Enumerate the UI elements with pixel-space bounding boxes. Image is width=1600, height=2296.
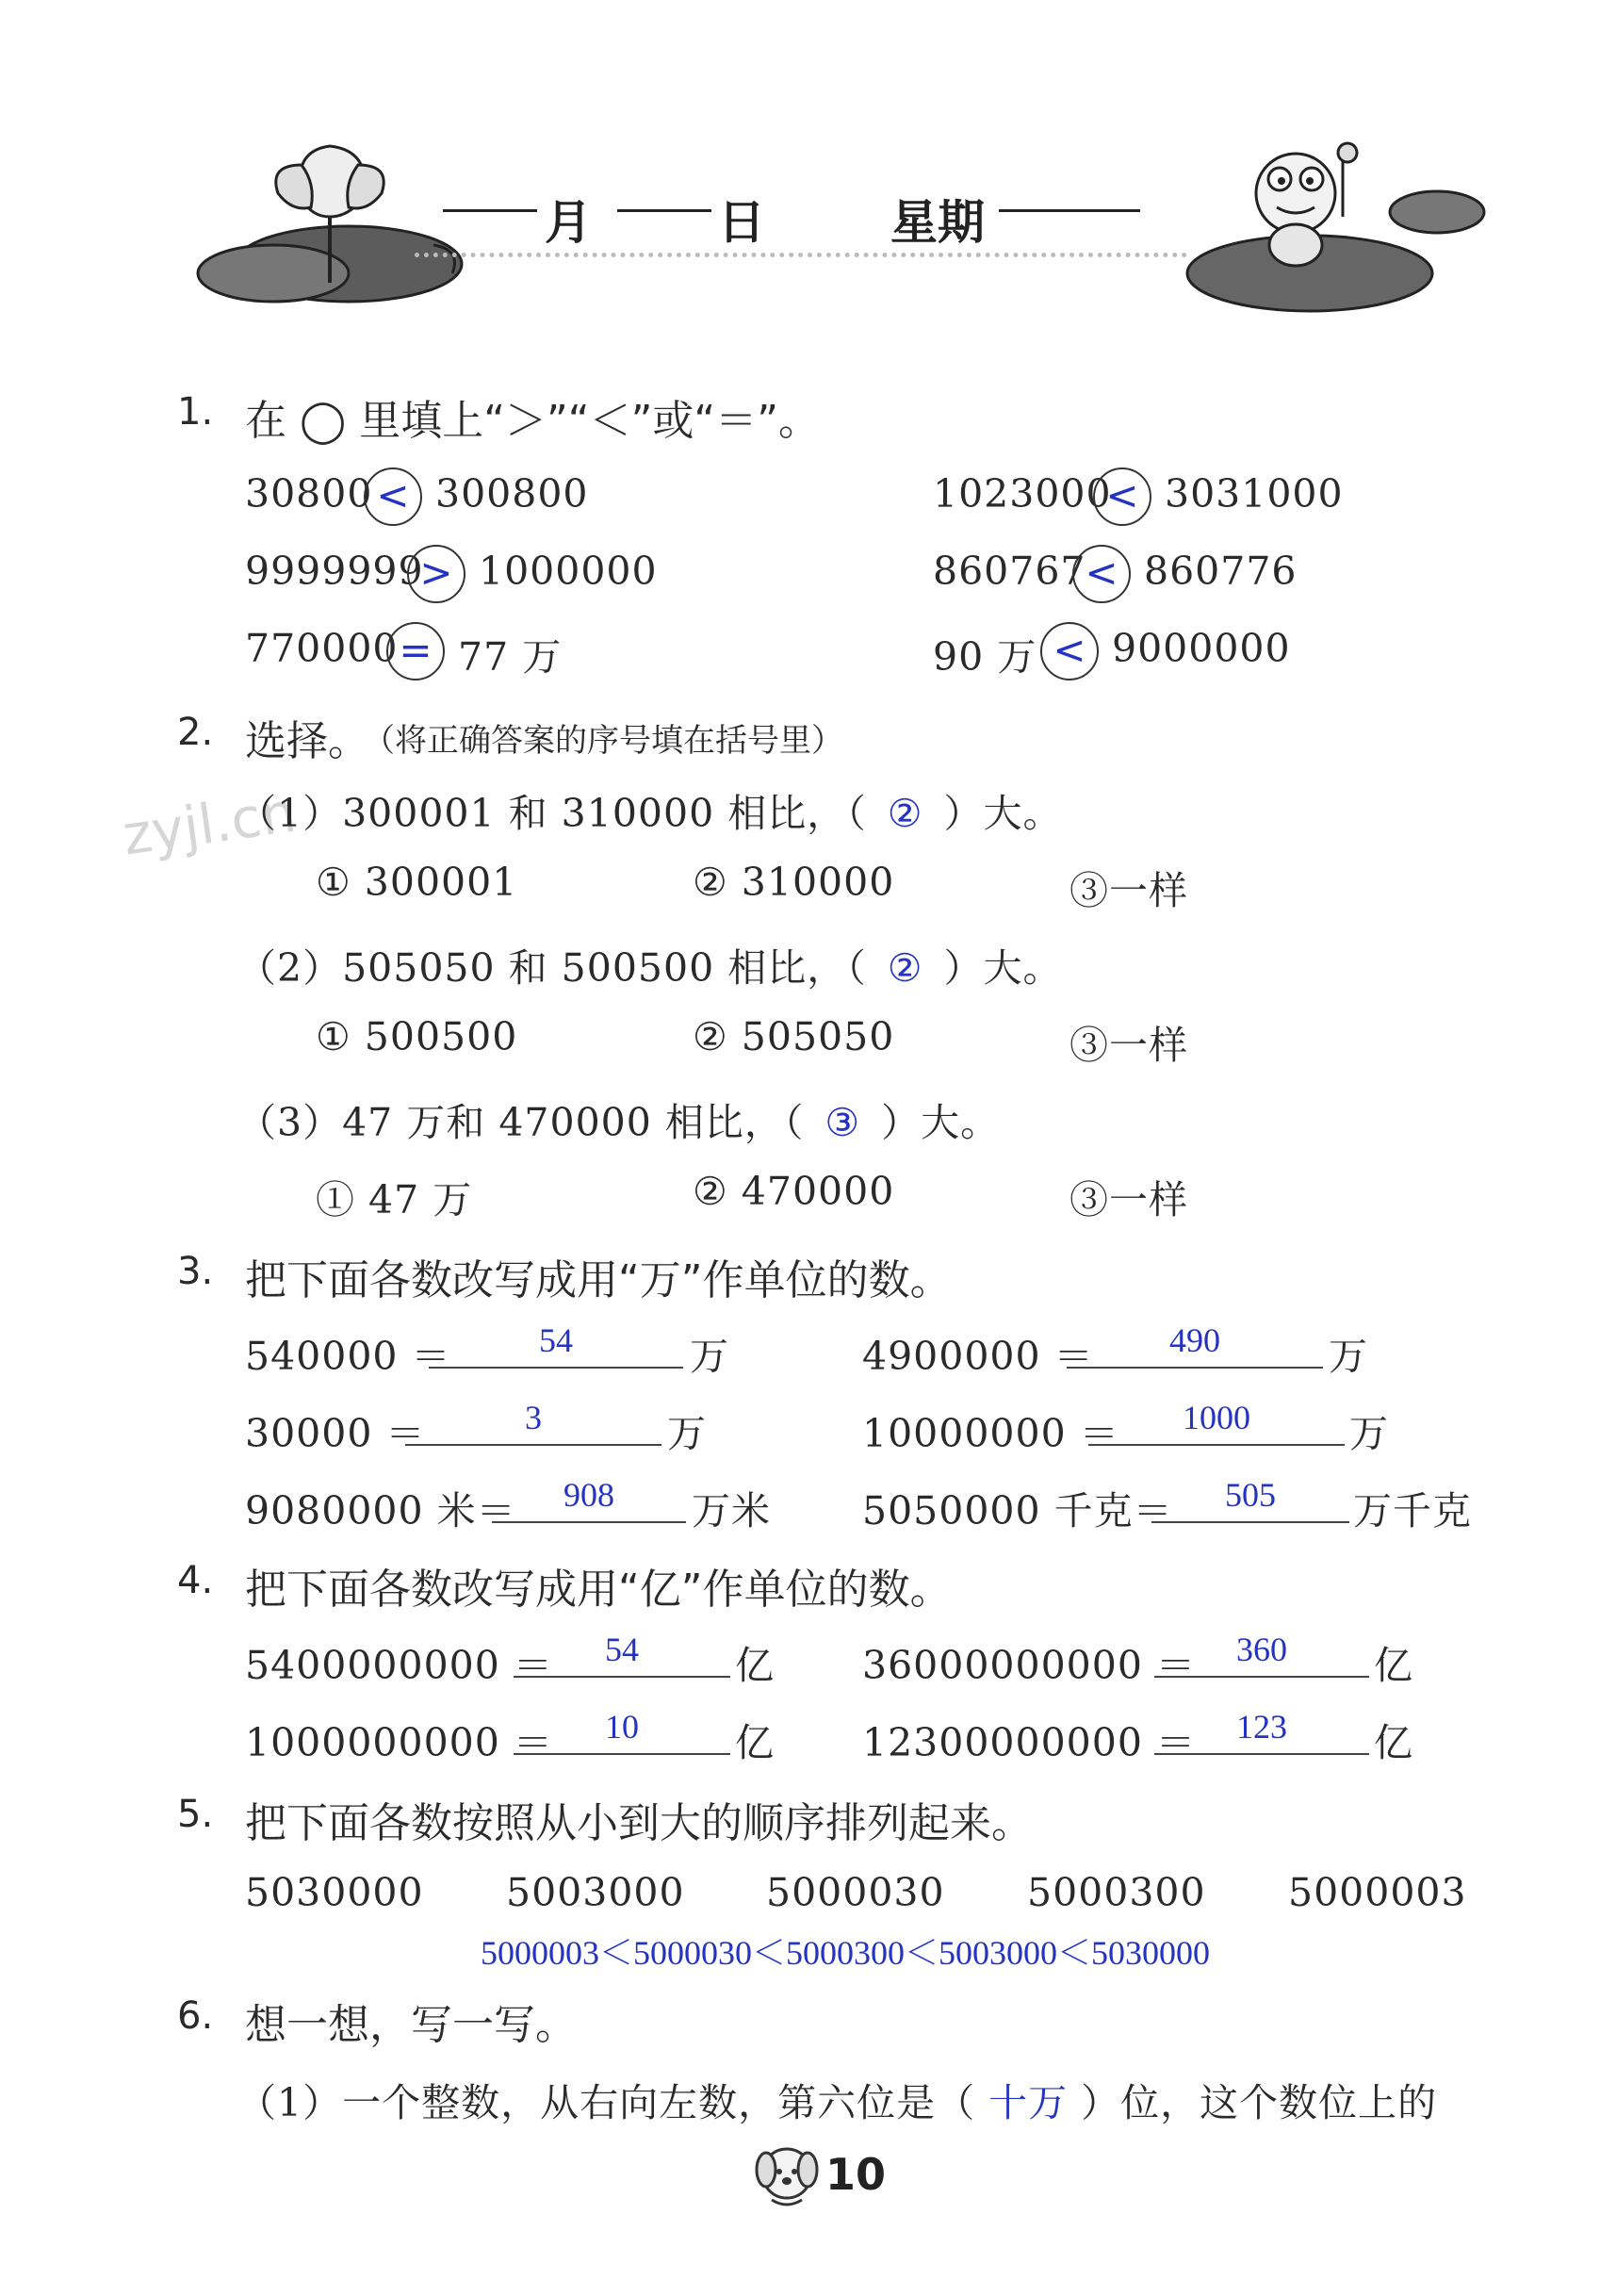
- q3-row6-expr: 5050000 千克＝: [862, 1488, 1173, 1533]
- q2-item3-option2: ② 470000: [693, 1169, 895, 1214]
- q3-row3-expr: 30000 ＝: [245, 1411, 426, 1456]
- q4-number: 4.: [177, 1559, 214, 1602]
- frog-icon: [1168, 141, 1489, 320]
- q2-item1-stem-post: ）大。: [943, 791, 1063, 836]
- q6-item1: [237, 2072, 1437, 2127]
- q5-number-1: 5030000: [245, 1870, 424, 1915]
- q2-item1-option2: ② 310000: [693, 860, 895, 905]
- puppy-icon: [749, 2138, 824, 2213]
- day-label: 日: [718, 195, 765, 250]
- q2-item1-option3: ③一样: [1069, 868, 1188, 913]
- q5-answer[interactable]: 5000003＜5000030＜5000300＜5003000＜5030000: [481, 1934, 1210, 1972]
- q2-item3-option1: ① 47 万: [316, 1177, 473, 1222]
- q3-row2-answer[interactable]: 490: [1067, 1321, 1323, 1369]
- q2-item2-stem-post: ）大。: [943, 945, 1063, 991]
- q1-title: 在 ◯ 里填上“＞”“＜”或“＝”。: [245, 397, 820, 445]
- q1-row3-right: 1000000: [479, 549, 658, 594]
- q2-note: （将正确答案的序号填在括号里）: [363, 722, 843, 760]
- q4-row2-answer[interactable]: 360: [1154, 1631, 1369, 1678]
- q2-item1-stem-pre: （1）300001 和 310000 相比，（: [237, 791, 867, 836]
- q1-number: 1.: [177, 390, 214, 434]
- q3-row3-answer[interactable]: 3: [405, 1399, 661, 1446]
- q3-row3-unit: 万: [667, 1411, 707, 1456]
- q4-row3-answer[interactable]: 10: [514, 1708, 730, 1755]
- q1-row5-left: 770000: [245, 626, 399, 671]
- q2-item2-option1: ① 500500: [316, 1014, 518, 1059]
- q4-row2-unit: 亿: [1374, 1643, 1413, 1688]
- q2-item2-answer[interactable]: ②: [887, 946, 923, 990]
- q1-row6-right: 9000000: [1112, 626, 1291, 671]
- q2-item3-stem-pre: （3）47 万和 470000 相比，（: [237, 1100, 805, 1145]
- q3-number: 3.: [177, 1250, 214, 1293]
- q3-row5-answer[interactable]: 908: [492, 1476, 686, 1523]
- q1-row2-left: 1023000: [933, 471, 1112, 517]
- month-label: 月: [545, 195, 592, 250]
- q1-row2-sign[interactable]: <: [1093, 467, 1151, 526]
- q3-row5-expr: 9080000 米＝: [245, 1488, 516, 1533]
- weekday-blank[interactable]: [999, 209, 1140, 212]
- q4-row3-expr: 1000000000 ＝: [245, 1720, 553, 1765]
- q4-row1-unit: 亿: [735, 1643, 775, 1688]
- q6-item1-pre: （1）一个整数，从右向左数，第六位是（: [237, 2080, 976, 2125]
- q5-number-2: 5003000: [506, 1870, 685, 1915]
- q2-number: 2.: [177, 711, 214, 754]
- q4-row4-answer[interactable]: 123: [1154, 1708, 1369, 1755]
- q2-item1-option1: ① 300001: [316, 860, 518, 905]
- q3-row6-answer[interactable]: 505: [1151, 1476, 1349, 1523]
- q3-row1-unit: 万: [690, 1334, 729, 1379]
- q1-row6-left: 90 万: [933, 634, 1037, 680]
- q1-row5-sign[interactable]: =: [386, 622, 445, 681]
- q1-row4-right: 860776: [1144, 549, 1298, 594]
- q2-item2-stem: [237, 937, 1062, 992]
- q4-row3-unit: 亿: [735, 1720, 775, 1765]
- day-blank[interactable]: [617, 209, 711, 212]
- q2-item1-stem: [237, 782, 1062, 838]
- month-blank[interactable]: [443, 209, 537, 212]
- q3-row2-unit: 万: [1329, 1334, 1368, 1379]
- q5-number: 5.: [177, 1793, 214, 1836]
- q2-item2-option2: ② 505050: [693, 1014, 895, 1059]
- q1-row1-sign[interactable]: <: [364, 467, 422, 526]
- q2-title: 选择。: [245, 717, 369, 765]
- q2-item3-option3: ③一样: [1069, 1177, 1188, 1222]
- q3-row1-expr: 540000 ＝: [245, 1334, 451, 1379]
- lotus-flower-icon: [188, 141, 471, 311]
- q6-item1-post: ）位，这个数位上的: [1081, 2080, 1438, 2125]
- q4-row2-expr: 36000000000 ＝: [862, 1643, 1196, 1688]
- q2-item1-answer[interactable]: ②: [887, 792, 923, 835]
- q1-row5-right: 77 万: [458, 634, 563, 680]
- q4-row4-unit: 亿: [1374, 1720, 1413, 1765]
- q6-title: 想一想，写一写。: [245, 2001, 577, 2049]
- q3-row1-answer[interactable]: 54: [429, 1321, 683, 1369]
- q3-row5-unit: 万米: [692, 1488, 771, 1533]
- page-number: 10: [825, 2149, 887, 2200]
- q5-number-3: 5000030: [766, 1870, 945, 1915]
- q2-item2-option3: ③一样: [1069, 1023, 1188, 1068]
- q2-item3-stem-post: ）大。: [881, 1100, 1001, 1145]
- q1-row3-sign[interactable]: >: [407, 545, 465, 603]
- q1-row2-right: 3031000: [1165, 471, 1344, 517]
- q3-row2-expr: 4900000 ＝: [862, 1334, 1094, 1379]
- q1-row4-sign[interactable]: <: [1072, 545, 1131, 603]
- q6-number: 6.: [177, 1994, 214, 2038]
- q3-row4-answer[interactable]: 1000: [1088, 1399, 1345, 1446]
- q6-item1-answer[interactable]: 十万: [988, 2081, 1069, 2124]
- q4-row4-expr: 12300000000 ＝: [862, 1720, 1196, 1765]
- q4-row1-answer[interactable]: 54: [514, 1631, 730, 1678]
- q1-row4-left: 860767: [933, 549, 1086, 594]
- q4-title: 把下面各数改写成用“亿”作单位的数。: [245, 1566, 952, 1614]
- q3-title: 把下面各数改写成用“万”作单位的数。: [245, 1256, 952, 1304]
- q3-row6-unit: 万千克: [1353, 1488, 1472, 1533]
- q5-title: 把下面各数按照从小到大的顺序排列起来。: [245, 1799, 1033, 1847]
- q2-item3-answer[interactable]: ③: [824, 1101, 861, 1144]
- q1-row6-sign[interactable]: <: [1040, 622, 1099, 681]
- q1-row3-left: 9999999: [245, 549, 424, 594]
- q4-row1-expr: 5400000000 ＝: [245, 1643, 553, 1688]
- q2-item2-stem-pre: （2）505050 和 500500 相比，（: [237, 945, 867, 991]
- q1-row1-right: 300800: [435, 471, 589, 517]
- q5-number-4: 5000300: [1027, 1870, 1206, 1915]
- q3-row4-expr: 10000000 ＝: [862, 1411, 1119, 1456]
- watermark: zyjl.cn: [119, 779, 300, 868]
- q1-row1-left: 30800: [245, 471, 373, 517]
- header-divider: [415, 253, 1187, 257]
- q5-number-5: 5000003: [1288, 1870, 1467, 1915]
- weekday-label: 星期: [890, 195, 985, 250]
- q3-row4-unit: 万: [1349, 1411, 1389, 1456]
- q2-item3-stem: [237, 1091, 1000, 1147]
